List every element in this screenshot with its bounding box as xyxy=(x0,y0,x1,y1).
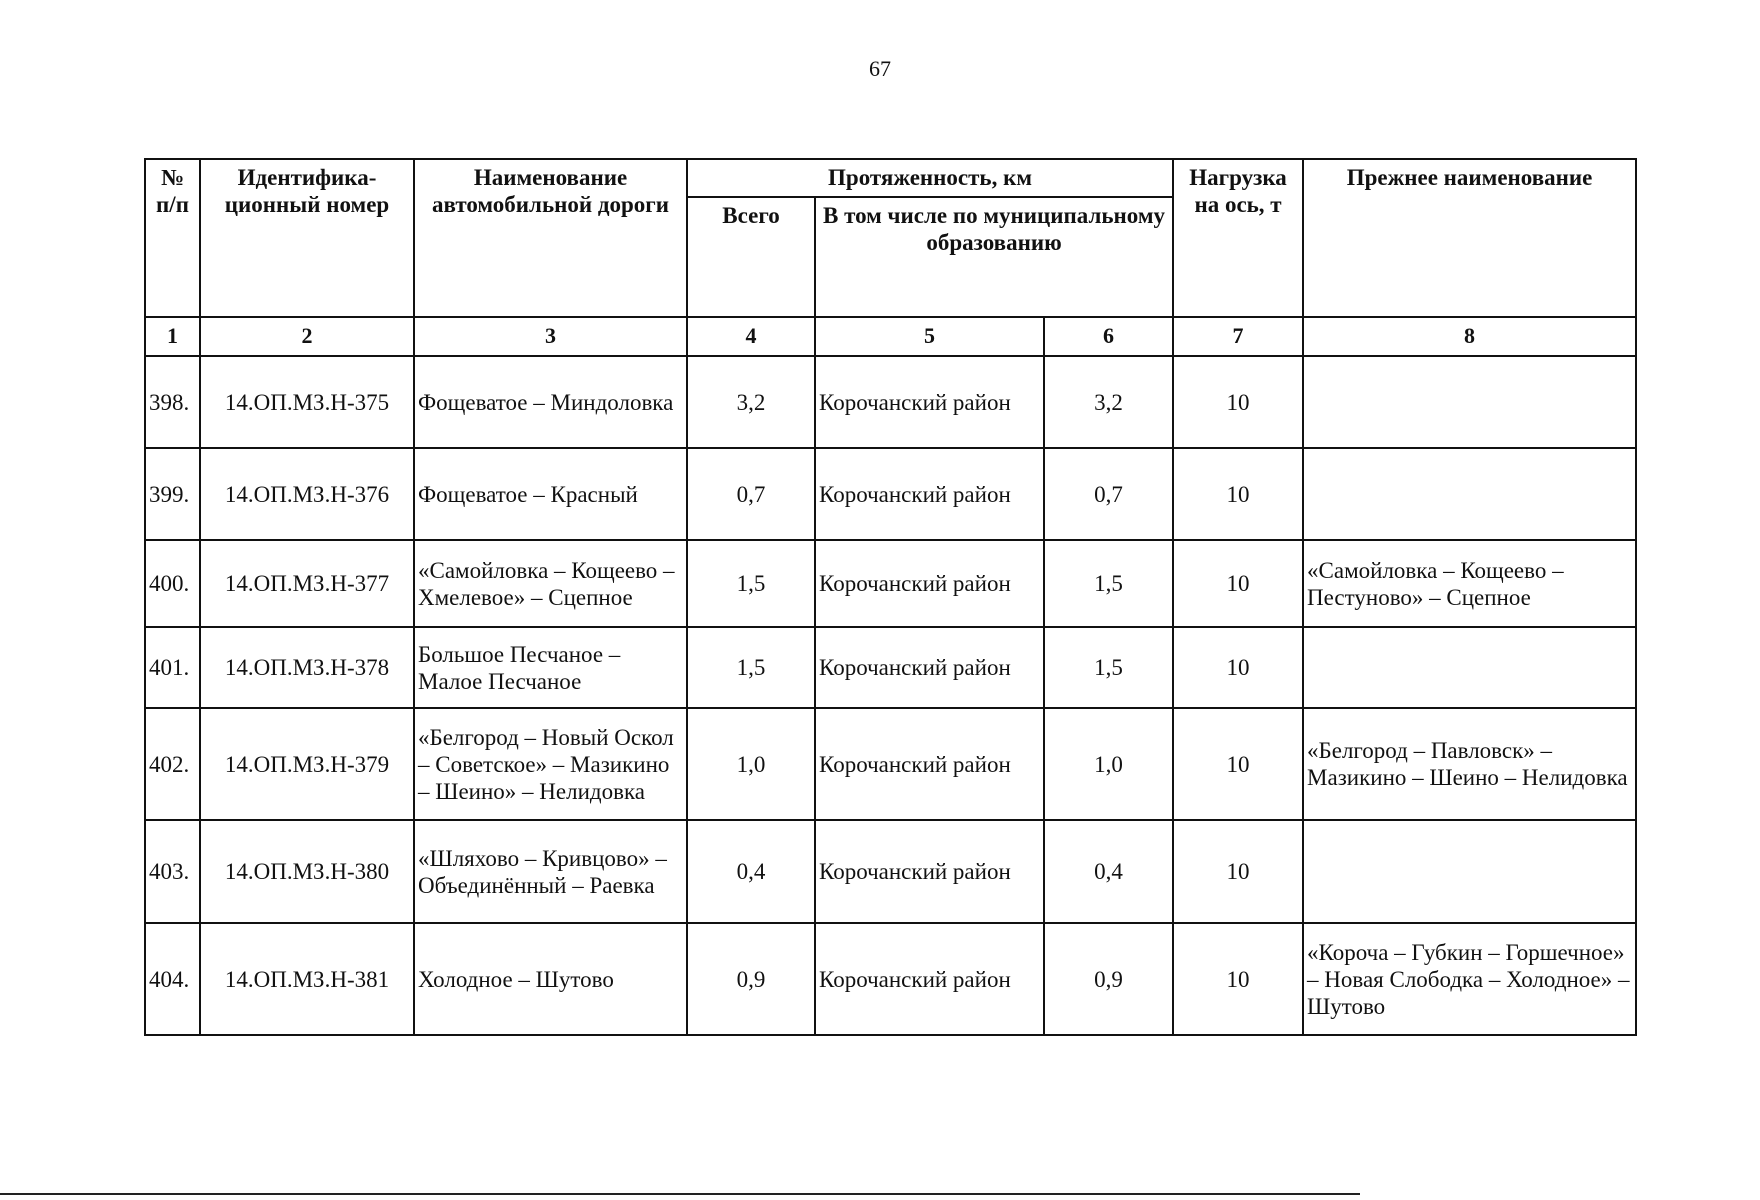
column-numbers-row xyxy=(145,317,1636,356)
length-municipality: 1,5 xyxy=(1044,627,1173,708)
previous-name: «Белгород – Павловск» – Мазикино – Шеино – Нелидовка xyxy=(1303,708,1636,820)
row-number: 404. xyxy=(145,923,200,1035)
column-number: 1 xyxy=(145,317,200,356)
table-row xyxy=(145,708,1636,820)
axle-load: 10 xyxy=(1173,356,1303,448)
road-id: 14.ОП.МЗ.Н-378 xyxy=(200,627,414,708)
table-row xyxy=(145,356,1636,448)
row-number: 402. xyxy=(145,708,200,820)
axle-load: 10 xyxy=(1173,627,1303,708)
column-number: 5 xyxy=(815,317,1044,356)
municipality: Корочанский район xyxy=(815,923,1044,1035)
header-id: Идентифика-ционный номер xyxy=(200,159,414,317)
road-name: «Шляхово – Кривцово» – Объединённый – Раевка xyxy=(414,820,687,923)
municipality: Корочанский район xyxy=(815,540,1044,627)
length-municipality: 0,9 xyxy=(1044,923,1173,1035)
header-previous-name: Прежнее наименование xyxy=(1303,159,1636,317)
header-by-municipality: В том числе по муниципальному образованию xyxy=(815,197,1173,317)
road-name: Фощеватое – Миндоловка xyxy=(414,356,687,448)
length-total: 0,4 xyxy=(687,820,815,923)
road-name: Большое Песчаное – Малое Песчаное xyxy=(414,627,687,708)
header-length: Протяженность, км xyxy=(687,159,1173,197)
length-municipality: 1,0 xyxy=(1044,708,1173,820)
table-body xyxy=(145,356,1636,1035)
row-number: 398. xyxy=(145,356,200,448)
column-number: 2 xyxy=(200,317,414,356)
previous-name xyxy=(1303,448,1636,540)
table-header xyxy=(145,159,1636,356)
length-total: 1,5 xyxy=(687,540,815,627)
length-total: 0,7 xyxy=(687,448,815,540)
municipality: Корочанский район xyxy=(815,356,1044,448)
axle-load: 10 xyxy=(1173,708,1303,820)
road-id: 14.ОП.МЗ.Н-376 xyxy=(200,448,414,540)
table-row xyxy=(145,923,1636,1035)
length-total: 0,9 xyxy=(687,923,815,1035)
road-name: Холодное – Шутово xyxy=(414,923,687,1035)
previous-name: «Самойловка – Кощеево – Пестуново» – Сцепное xyxy=(1303,540,1636,627)
axle-load: 10 xyxy=(1173,923,1303,1035)
length-total: 3,2 xyxy=(687,356,815,448)
length-total: 1,0 xyxy=(687,708,815,820)
previous-name xyxy=(1303,627,1636,708)
municipality: Корочанский район xyxy=(815,820,1044,923)
road-id: 14.ОП.МЗ.Н-380 xyxy=(200,820,414,923)
row-number: 399. xyxy=(145,448,200,540)
column-number: 3 xyxy=(414,317,687,356)
previous-name xyxy=(1303,356,1636,448)
road-id: 14.ОП.МЗ.Н-381 xyxy=(200,923,414,1035)
axle-load: 10 xyxy=(1173,820,1303,923)
length-municipality: 0,4 xyxy=(1044,820,1173,923)
row-number: 400. xyxy=(145,540,200,627)
previous-name xyxy=(1303,820,1636,923)
footer-rule xyxy=(0,1193,1360,1195)
length-municipality: 0,7 xyxy=(1044,448,1173,540)
municipality: Корочанский район xyxy=(815,448,1044,540)
header-total: Всего xyxy=(687,197,815,317)
road-name: «Белгород – Новый Оскол – Советское» – Мазикино – Шеино» – Нелидовка xyxy=(414,708,687,820)
header-num: № п/п xyxy=(145,159,200,317)
row-number: 403. xyxy=(145,820,200,923)
column-number: 7 xyxy=(1173,317,1303,356)
length-total: 1,5 xyxy=(687,627,815,708)
table-row xyxy=(145,540,1636,627)
length-municipality: 3,2 xyxy=(1044,356,1173,448)
municipality: Корочанский район xyxy=(815,708,1044,820)
road-id: 14.ОП.МЗ.Н-375 xyxy=(200,356,414,448)
column-number: 6 xyxy=(1044,317,1173,356)
roads-table xyxy=(144,158,1637,1036)
length-municipality: 1,5 xyxy=(1044,540,1173,627)
table-row xyxy=(145,820,1636,923)
road-name: «Самойловка – Кощеево – Хмелевое» – Сцепное xyxy=(414,540,687,627)
road-name: Фощеватое – Красный xyxy=(414,448,687,540)
road-id: 14.ОП.МЗ.Н-377 xyxy=(200,540,414,627)
column-number: 4 xyxy=(687,317,815,356)
axle-load: 10 xyxy=(1173,448,1303,540)
table-row xyxy=(145,627,1636,708)
municipality: Корочанский район xyxy=(815,627,1044,708)
page-number: 67 xyxy=(869,56,891,81)
header-load: Нагрузка на ось, т xyxy=(1173,159,1303,317)
axle-load: 10 xyxy=(1173,540,1303,627)
row-number: 401. xyxy=(145,627,200,708)
previous-name: «Короча – Губкин – Горшечное» – Новая Слободка – Холодное» – Шутово xyxy=(1303,923,1636,1035)
road-id: 14.ОП.МЗ.Н-379 xyxy=(200,708,414,820)
header-name: Наименование автомобильной дороги xyxy=(414,159,687,317)
table-row xyxy=(145,448,1636,540)
column-number: 8 xyxy=(1303,317,1636,356)
